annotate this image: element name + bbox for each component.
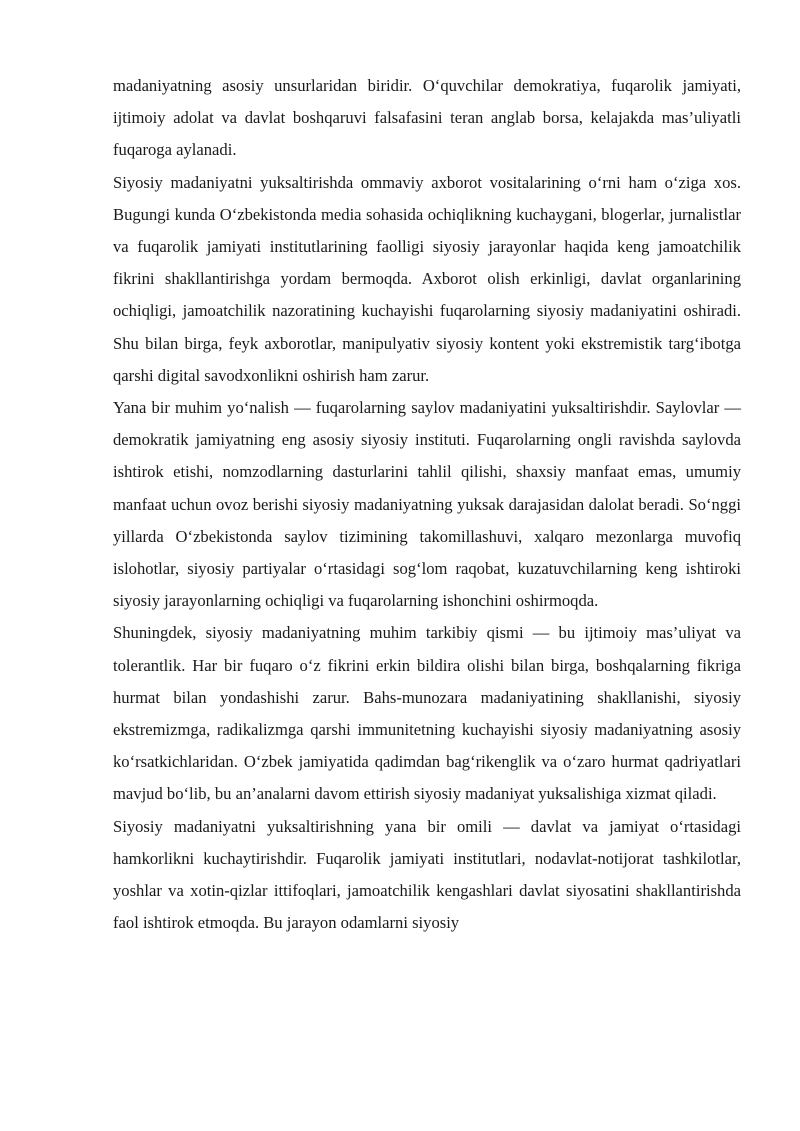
paragraph-4: Shuningdek, siyosiy madaniyatning muhim tarkibiy qismi — bu ijtimoiy mas’uliyat va tolerantlik. Har bir fuqaro o‘z fikrini erkin bildira olishi bilan birga, boshqalarning fikriga hurmat bilan yondashishi zarur. Bahs-munozara madaniyatining shakllanishi, siyosiy ekstremizmga, radikalizmga qarshi immunitetning kuchayishi siyosiy madaniyatning asosiy ko‘rsatkichlaridan. O‘zbek jamiyatida qadimdan bag‘rikenglik va o‘zaro hurmat qadriyatlari mavjud bo‘lib, bu an’analarni davom ettirish siyosiy madaniyat yuksalishiga xizmat qiladi. <box>113 623 741 804</box>
document-body <box>113 70 741 939</box>
paragraph-1: madaniyatning asosiy unsurlaridan biridir. O‘quvchilar demokratiya, fuqarolik jamiyati, ijtimoiy adolat va davlat boshqaruvi falsafasini teran anglab borsa, kelajakda mas’uliyatli fuqaroga aylanadi. <box>113 76 741 160</box>
paragraph-3: Yana bir muhim yo‘nalish — fuqarolarning saylov madaniyatini yuksaltirishdir. Saylovlar — demokratik jamiyatning eng asosiy siyosiy instituti. Fuqarolarning ongli ravishda saylovda ishtirok etishi, nomzodlarning dasturlarini tahlil qilishi, shaxsiy manfaat emas, umumiy manfaat uchun ovoz berishi siyosiy madaniyatning yuksak darajasidan dalolat beradi. So‘nggi yillarda O‘zbekistonda saylov tizimining takomillashuvi, xalqaro mezonlarga muvofiq islohotlar, siyosiy partiyalar o‘rtasidagi sog‘lom raqobat, kuzatuvchilarning keng ishtiroki siyosiy jarayonlarning ochiqligi va fuqarolarning ishonchini oshirmoqda. <box>113 398 741 611</box>
paragraph-5: Siyosiy madaniyatni yuksaltirishning yana bir omili — davlat va jamiyat o‘rtasidagi hamkorlikni kuchaytirishdir. Fuqarolik jamiyati institutlari, nodavlat-notijorat tashkilotlar, yoshlar va xotin-qizlar ittifoqlari, jamoatchilik kengashlari davlat siyosatini shakllantirishda faol ishtirok etmoqda. Bu jarayon odamlarni siyosiy <box>113 816 741 933</box>
paragraph-2: Siyosiy madaniyatni yuksaltirishda ommaviy axborot vositalarining o‘rni ham o‘ziga xos. Bugungi kunda O‘zbekistonda media sohasida ochiqlikning kuchaygani, blogerlar, jurnalistlar va fuqarolik jamiyati institutlarining faolligi siyosiy jarayonlar haqida keng jamoatchilik fikrini shakllantirishga yordam bermoqda. Axborot olish erkinligi, davlat organlarining ochiqligi, jamoatchilik nazoratining kuchayishi fuqarolarning siyosiy madaniyatini oshiradi. Shu bilan birga, feyk axborotlar, manipulyativ siyosiy kontent yoki ekstremistik targ‘ibotga qarshi digital savodxonlikni oshirish ham zarur. <box>113 172 741 385</box>
